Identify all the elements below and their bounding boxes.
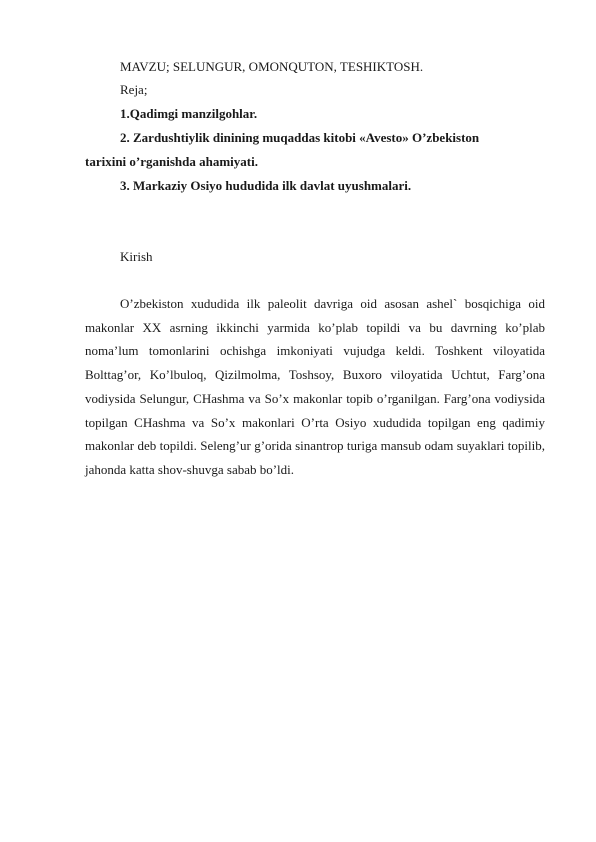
plan-item-1: 1.Qadimgi manzilgohlar. bbox=[120, 106, 258, 121]
section-heading: Kirish bbox=[120, 249, 153, 264]
plan-item-2-continuation: tarixini o’rganishda ahamiyati. bbox=[85, 154, 258, 169]
plan-heading: Reja; bbox=[120, 82, 148, 97]
plan-item-2: 2. Zardushtiylik dinining muqaddas kitobi «Avesto» O’zbekiston bbox=[120, 130, 480, 145]
body-paragraph: O’zbekiston xududida ilk paleolit davriga oid asosan ashel` bosqichiga oid makonlar XX asrning ikkinchi yarmida ko’plab topildi va bu davrning ko’plab noma’lum tomonlarini ochishga imkoniyati vujudga keldi. Toshkent viloyatida Bolttag’or, Ko’lbuloq, Qizilmolma, Toshsoy, Buxoro viloyatida Uchtut, Farg’ona vodiysida Selungur, CHashma va So’x makonlar topib o’rganilgan. Farg’ona vodiysida topilgan CHashma va So’x makonlari O’rta Osiyo xududida topilgan eng qadimiy makonlar deb topildi. Seleng’ur g’orida sinantrop turiga mansub odam suyaklari topilib, jahonda katta shov-shuvga sabab bo’ldi. bbox=[85, 296, 545, 477]
topic-title: MAVZU; SELUNGUR, OMONQUTON, TESHIKTOSH. bbox=[120, 59, 424, 74]
plan-item-3: 3. Markaziy Osiyo hududida ilk davlat uyushmalari. bbox=[120, 178, 412, 193]
